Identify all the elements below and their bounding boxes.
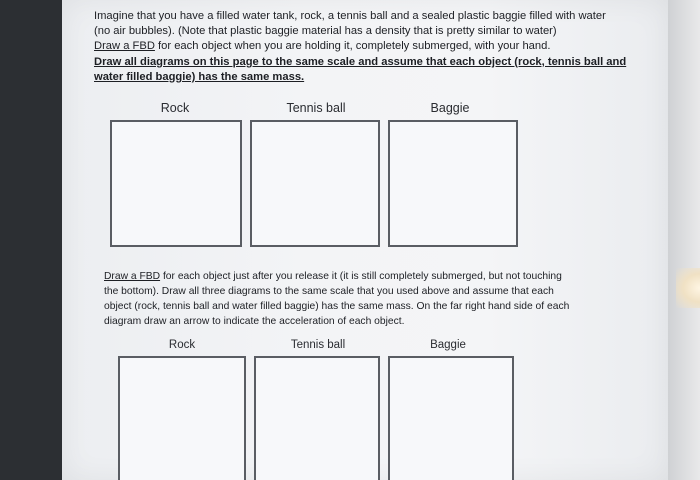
label-tennis-ball-1: Tennis ball [286,101,346,115]
release-line-3: object (rock, tennis ball and water filled baggie) has the same mass. On the far right hand side of each [104,301,570,312]
scale-note-line-2: water filled baggie) has the same mass. [94,70,305,83]
intro-line-3-rest: for each object when you are holding it, completely submerged, with your hand. [154,40,551,53]
intro-line-2: (no air bubbles). (Note that plastic baggie material has a density that is pretty similar to water) [94,25,557,38]
release-line-1 [104,269,604,284]
fbd-box-baggie-held[interactable] [388,120,518,247]
release-line-1-rest: for each object just after you release it (it is still completely submerged, but not touching [160,271,562,282]
light-glare [676,268,700,308]
fbd-box-rock-held[interactable] [110,120,242,247]
release-line-2: the bottom). Draw all three diagrams to the same scale that you used above and assume that each [104,286,554,297]
fbd-box-tennis-ball-held[interactable] [250,120,380,247]
draw-fbd-underlined-2: Draw a FBD [104,271,161,282]
fbd-box-baggie-released[interactable] [388,356,514,480]
label-rock-1: Rock [160,101,190,115]
label-tennis-ball-2: Tennis ball [290,339,346,351]
release-line-4: diagram draw an arrow to indicate the acceleration of each object. [104,316,405,327]
draw-fbd-underlined: Draw a FBD [94,40,155,53]
label-baggie-1: Baggie [430,101,470,115]
background-edge [668,0,700,480]
intro-instructions [94,9,639,85]
label-baggie-2: Baggie [430,339,466,351]
intro-line-3 [94,39,639,54]
scale-note-line-1: Draw all diagrams on this page to the same scale and assume that each object (rock, tennis ball and [94,55,627,68]
label-rock-2: Rock [168,339,196,351]
release-instructions [104,269,604,329]
intro-line-1: Imagine that you have a filled water tank, rock, a tennis ball and a sealed plastic baggie filled with water [94,10,606,22]
fbd-box-tennis-ball-released[interactable] [254,356,380,480]
fbd-box-rock-released[interactable] [118,356,246,480]
